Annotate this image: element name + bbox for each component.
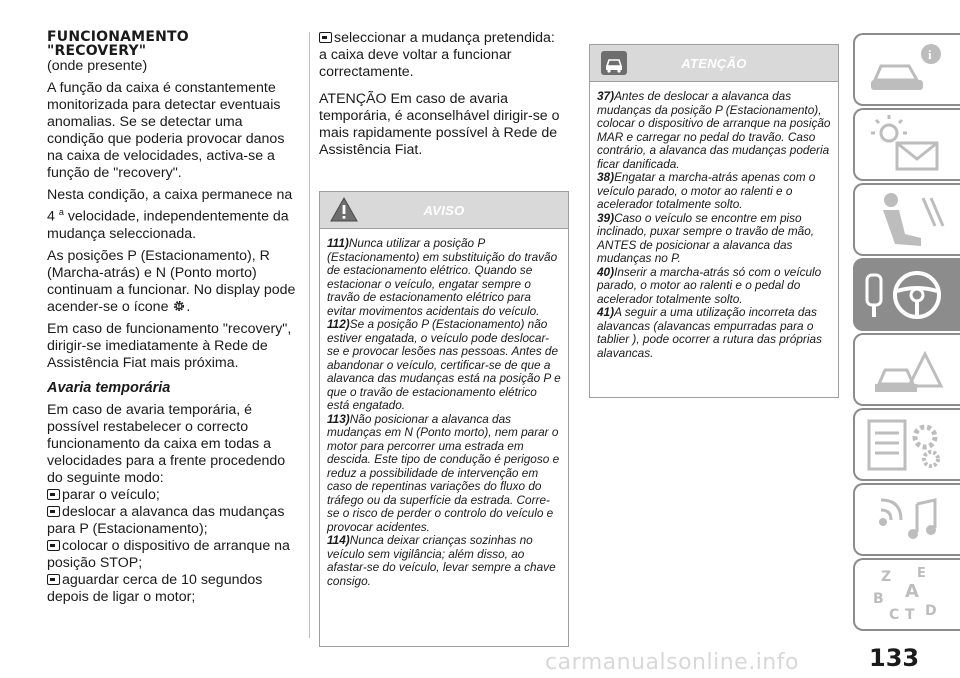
caution-item: 40)Inserir a marcha-atrás só com o veículo parado, o motor ao ralenti e o pedal do acelerador totalmente solto. bbox=[597, 264, 822, 306]
index-letter: D bbox=[925, 603, 937, 619]
index-letter: T bbox=[905, 607, 915, 623]
atencao-caution-box bbox=[589, 44, 839, 398]
warning-lights-icon bbox=[861, 115, 951, 175]
caution-item: 39)Caso o veículo se encontre em piso inclinado, puxar sempre o travão de mão, ANTES de posicionar a alavanca das mudanças no P. bbox=[597, 210, 815, 265]
tab-index[interactable] bbox=[853, 558, 960, 631]
roadside-warning-icon bbox=[861, 340, 951, 400]
svg-text:i: i bbox=[928, 47, 932, 62]
caution-item: 38)Engatar a marcha-atrás apenas com o veículo parado, o motor ao ralenti e o acelerador totalmente solto. bbox=[597, 170, 816, 211]
seat-safety-icon bbox=[861, 190, 951, 250]
tab-multimedia[interactable] bbox=[853, 483, 960, 556]
index-letters-icon bbox=[861, 565, 951, 625]
warning-item: 111)Nunca utilizar a posição P (Estacionamento) em substituição do travão de estacionamento elétrico. Quando se estacionar o veículo, engatar sempre o travão de estacionamento elétrico para evitar movimentos acidentais do veículo. bbox=[327, 236, 558, 318]
watermark: carmanualsonline.info bbox=[545, 650, 799, 675]
tab-driving[interactable] bbox=[853, 258, 960, 331]
tab-emergency[interactable] bbox=[853, 333, 960, 406]
tab-maintenance[interactable] bbox=[853, 408, 960, 481]
section-title: FUNCIONAMENTO "RECOVERY" bbox=[47, 29, 189, 59]
left-column bbox=[47, 30, 302, 606]
warning-item: 113)Não posicionar a alavanca das mudanças em N (Ponto morto), nem parar o motor para percorrer uma estrada em descida. Este tipo de condução é perigoso e reduz a possibilidade de intervenção em caso de repentinas variações do fluxo do tráfego ou da superfície da estrada. Corre-se o risco de perder o controlo do veículo e provocar acidentes. bbox=[327, 411, 560, 534]
paragraph: As posições P (Estacionamento), R (Marcha-atrás) e N (Ponto morto) continuam a funcionar. No display pode acender-se o ícone . bbox=[47, 247, 296, 315]
tab-safety[interactable] bbox=[853, 183, 960, 256]
atencao-header: ATENÇÃO bbox=[590, 45, 838, 81]
aviso-header: AVISO bbox=[320, 192, 568, 228]
paragraph: a caixa deve voltar a funcionar correctamente. bbox=[319, 47, 512, 80]
list-item: parar o veículo; bbox=[47, 487, 302, 504]
list-item: seleccionar a mudança pretendida: bbox=[319, 30, 569, 47]
list-item: aguardar cerca de 10 segundos depois de ligar o motor; bbox=[47, 571, 263, 605]
caution-item: 41)A seguir a uma utilização incorreta das alavancas (alavancas empurradas para o tablier ), pode ocorrer a rutura das próprias alavancas. bbox=[597, 305, 822, 360]
car-info-icon bbox=[861, 40, 951, 100]
right-column bbox=[589, 44, 839, 398]
paragraph: ATENÇÃO Em caso de avaria temporária, é aconselhável dirigir-se o mais rapidamente possível à Rede de Assistência Fiat. bbox=[319, 91, 560, 158]
middle-column bbox=[319, 30, 569, 159]
warning-item: 112)Se a posição P (Estacionamento) não estiver engatada, o veículo pode deslocar-se e provocar lesões nas pessoas. Antes de abandonar o veículo, certificar-se de que a alavanca das mudanças está na posição P e que o travão de estacionamento elétrico está engatado. bbox=[327, 317, 561, 412]
list-item: colocar o dispositivo de arranque na posição STOP; bbox=[47, 537, 290, 571]
bullet-icon bbox=[47, 506, 60, 517]
multimedia-icon bbox=[861, 490, 951, 550]
bullet-icon bbox=[47, 489, 60, 500]
paragraph: Em caso de funcionamento "recovery", dirigir-se imediatamente à Rede de Assistência Fiat mais próxima. bbox=[47, 320, 292, 371]
page-number: 133 bbox=[869, 644, 920, 672]
paragraph: A função da caixa é constantemente monitorizada para detectar eventuais anomalias. Se se detectar uma condição que poderia provocar danos na caixa de velocidades, activa-se a função de "recovery". bbox=[47, 80, 285, 181]
index-letter: A bbox=[905, 581, 919, 602]
warning-item: 114)Nunca deixar crianças sozinhas no veículo sem vigilância; além disso, ao afastar-se do veículo, levar sempre a chave consigo. bbox=[327, 533, 556, 588]
index-letter: E bbox=[917, 566, 926, 581]
bullet-icon bbox=[319, 32, 332, 43]
section-subtitle: (onde presente) bbox=[47, 58, 148, 74]
paragraph: Em caso de avaria temporária, é possível restabelecer o correcto funcionamento da caixa em todas a velocidades para a frente procedendo do seguinte modo: bbox=[47, 401, 286, 486]
index-letter: C bbox=[889, 607, 900, 623]
atencao-body bbox=[590, 81, 838, 372]
aviso-warning-box bbox=[319, 191, 569, 647]
steering-wheel-icon bbox=[861, 265, 951, 325]
bullet-icon bbox=[47, 540, 60, 551]
column-divider bbox=[309, 32, 310, 638]
bullet-list bbox=[47, 487, 302, 606]
bullet-icon bbox=[47, 574, 60, 585]
aviso-body bbox=[320, 228, 568, 600]
subheading: Avaria temporária bbox=[47, 379, 171, 396]
caution-item: 37)Antes de deslocar a alavanca das mudanças da posição P (Estacionamento), colocar o dispositivo de arranque na posição MAR e carregar no pedal do travão. Caso contrário, a alavanca das mudanças poderia ficar danificada. bbox=[597, 89, 831, 171]
paragraph: Nesta condição, a caixa permanece na 4 $^a$ velocidade, independentemente da mudança seleccionada. bbox=[47, 187, 293, 242]
list-item: deslocar a alavanca das mudanças para P (Estacionamento); bbox=[47, 503, 285, 537]
transmission-gear-icon bbox=[172, 299, 186, 313]
tab-car-info[interactable] bbox=[853, 33, 960, 106]
index-letter: Z bbox=[881, 569, 892, 585]
index-letter: B bbox=[873, 591, 884, 607]
maintenance-icon bbox=[861, 415, 951, 475]
tab-warning-lights[interactable] bbox=[853, 108, 960, 181]
